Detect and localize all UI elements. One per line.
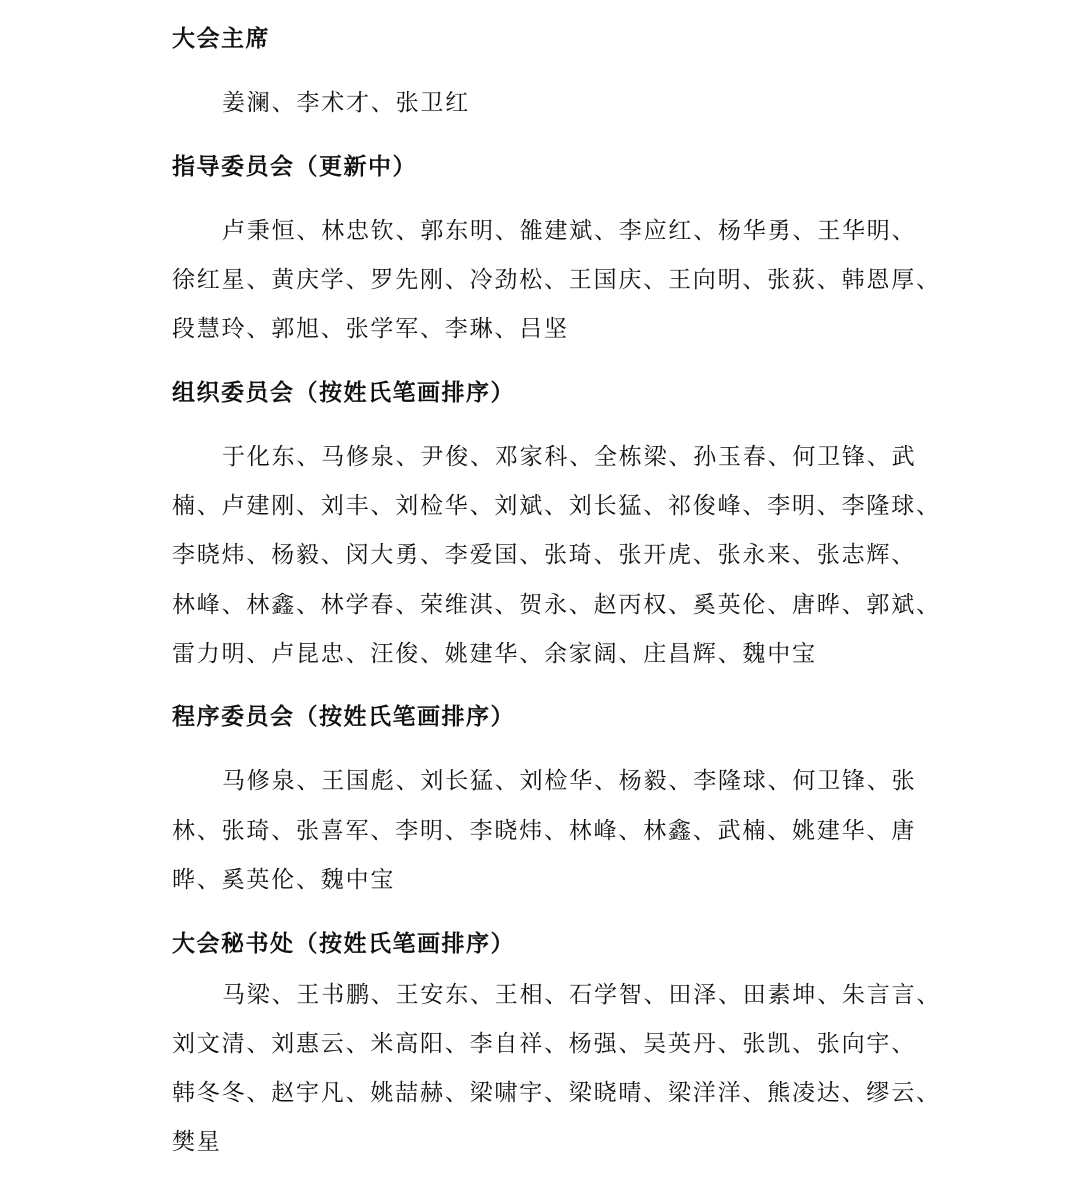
secretariat-line-4: 樊星 [172,1129,222,1155]
chair-names: 姜澜、李术才、张卫红 [222,90,470,116]
organizing-line-1: 于化东、马修泉、尹俊、邓家科、全栋梁、孙玉春、何卫锋、武 [222,444,917,470]
organizing-line-3: 李晓炜、杨毅、闵大勇、李爱国、张琦、张开虎、张永来、张志辉、 [172,542,916,568]
steering-line-2: 徐红星、黄庆学、罗先刚、冷劲松、王国庆、王向明、张荻、韩恩厚、 [172,267,941,293]
organizing-line-2: 楠、卢建刚、刘丰、刘检华、刘斌、刘长猛、祁俊峰、李明、李隆球、 [172,493,941,519]
secretariat-line-3: 韩冬冬、赵宇凡、姚喆赫、梁啸宇、梁晓晴、梁洋洋、熊凌达、缪云、 [172,1080,941,1106]
secretariat-line-2: 刘文清、刘惠云、米高阳、李自祥、杨强、吴英丹、张凯、张向宇、 [172,1031,916,1057]
steering-line-1: 卢秉恒、林忠钦、郭东明、雒建斌、李应红、杨华勇、王华明、 [222,218,917,244]
organizing-line-4: 林峰、林鑫、林学春、荣维淇、贺永、赵丙权、奚英伦、唐晔、郭斌、 [172,592,941,618]
steering-line-3: 段慧玲、郭旭、张学军、李琳、吕坚 [172,316,569,342]
secretariat-line-1: 马梁、王书鹏、王安东、王相、石学智、田泽、田素坤、朱言言、 [222,982,942,1008]
program-line-3: 晔、奚英伦、魏中宝 [172,867,396,893]
organizing-line-5: 雷力明、卢昆忠、汪俊、姚建华、余家阔、庄昌辉、魏中宝 [172,641,817,667]
program-line-1: 马修泉、王国彪、刘长猛、刘检华、杨毅、李隆球、何卫锋、张 [222,768,917,794]
program-line-2: 林、张琦、张喜军、李明、李晓炜、林峰、林鑫、武楠、姚建华、唐 [172,818,916,844]
section-title-organizing-committee: 组织委员会（按姓氏笔画排序） [172,380,515,406]
section-title-program-committee: 程序委员会（按姓氏笔画排序） [172,704,515,730]
section-title-steering-committee: 指导委员会（更新中） [172,154,417,180]
section-title-chair: 大会主席 [172,26,270,52]
section-title-secretariat: 大会秘书处（按姓氏笔画排序） [172,931,515,957]
